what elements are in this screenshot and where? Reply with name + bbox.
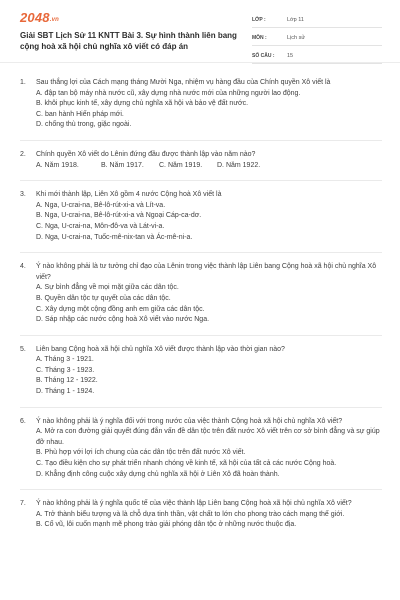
question-item [20, 417, 382, 481]
option-list [20, 510, 382, 531]
question-text: Liên bang Cộng hoà xã hội chủ nghĩa Xô viết được thành lập vào thời gian nào? [36, 345, 285, 353]
question-head [20, 190, 382, 201]
option-b: B. Tháng 12 - 1922. [36, 377, 98, 385]
question-divider [20, 180, 382, 181]
option-c: C. Tháng 3 - 1923. [36, 366, 95, 374]
option-a: A. Mở ra con đường giải quyết đúng đắn vấn đề dân tộc trên đất nước Xô viết trên cơ sở bình đẳng và sự giúp đỡ nhau. [36, 428, 380, 446]
option-b: B. Phù hợp với lợi ích chung của các dân tộc trên đất nước Xô viết. [36, 449, 246, 457]
meta-label: SỐ CÂU : [252, 52, 275, 59]
option-b: B. Năm 1917. [101, 161, 144, 169]
question-item [20, 262, 382, 326]
question-item [20, 190, 382, 243]
option-list [20, 283, 382, 325]
option-list [20, 427, 382, 480]
question-head [20, 417, 382, 428]
question-item [20, 150, 382, 171]
meta-panel [252, 12, 382, 66]
question-text: Sau thắng lợi của Cách mạng tháng Mười Nga, nhiệm vụ hàng đầu của Chính quyền Xô viết là [36, 79, 331, 86]
option-d: D. chống thù trong, giặc ngoài. [36, 121, 132, 129]
question-number: 2. [20, 150, 26, 158]
option-d: D. Nga, U-crai-na, Tuốc-mê-nix-tan và Ác-mê-ni-a. [36, 233, 193, 241]
option-list [20, 201, 382, 243]
question-divider [20, 489, 382, 490]
option-a: A. Tháng 3 - 1921. [36, 356, 94, 364]
option-c: C. Tạo điều kiện cho sự phát triển nhanh chóng về kinh tế, xã hội của tất cả các nước Cộng hoà. [36, 460, 337, 468]
option-b: B. khôi phục kinh tế, xây dựng chủ nghĩa xã hội và bảo vệ đất nước. [36, 100, 249, 108]
option-d: D. Sáp nhập các nước cộng hoà Xô viết vào nước Nga. [36, 316, 210, 324]
logo-main: 2048 [20, 10, 50, 25]
option-c: C. Năm 1919. [159, 161, 203, 169]
meta-value: Lớp 11 [287, 16, 304, 23]
question-text: Ý nào không phải là tư tưởng chỉ đạo của Lênin trong việc thành lập Liên bang Cộng hoà xã hội chủ nghĩa Xô viết? [36, 263, 377, 281]
option-list [20, 161, 382, 172]
page-header [0, 0, 400, 62]
option-d: D. Khẳng định công cuộc xây dựng chủ nghĩa xã hội ở Liên Xô đã hoàn thành. [36, 470, 280, 478]
site-logo[interactable] [20, 10, 59, 25]
logo-tld: .vn [49, 17, 60, 23]
question-number: 4. [20, 263, 26, 271]
option-c: C. Nga, U-crai-na, Môn-đô-va và Lát-vi-a. [36, 222, 165, 230]
question-head [20, 78, 382, 89]
option-d: D. Năm 1922. [217, 161, 261, 169]
question-item [20, 499, 382, 531]
option-a: A. Nga, U-crai-na, Bê-lô-rút-xi-a và Lít-va. [36, 201, 166, 209]
option-a: A. Trở thành biểu tượng và là chỗ dựa tinh thần, vật chất to lớn cho phong trào cách mạng thế giới. [36, 510, 345, 518]
option-b: B. Quyền dân tộc tự quyết của các dân tộc. [36, 294, 171, 302]
meta-label: MÔN : [252, 34, 267, 41]
option-b: B. Cổ vũ, lôi cuốn mạnh mẽ phong trào giải phóng dân tộc ở những nước thuộc địa. [36, 521, 297, 529]
question-text: Khi mới thành lập, Liên Xô gồm 4 nước Cộng hoà Xô viết là [36, 191, 222, 199]
option-a: A. Năm 1918. [36, 161, 79, 169]
option-d: D. Tháng 1 - 1924. [36, 388, 95, 396]
question-number: 7. [20, 500, 26, 508]
meta-value: Lịch sử [287, 34, 306, 41]
question-text: Ý nào không phải là ý nghĩa đối với trong nước của việc thành Cộng hoà xã hội chủ nghĩa Xô viết? [36, 417, 343, 425]
meta-row-class [252, 12, 382, 28]
question-item [20, 78, 382, 131]
option-c: C. Xây dựng một cộng đồng anh em giữa các dân tộc. [36, 305, 205, 313]
question-divider [20, 335, 382, 336]
question-item [20, 345, 382, 398]
question-head [20, 499, 382, 510]
question-number: 1. [20, 79, 26, 86]
question-divider [20, 252, 382, 253]
meta-value: 15 [287, 52, 294, 59]
question-head [20, 345, 382, 356]
meta-row-subject [252, 30, 382, 46]
question-text: Ý nào không phải là ý nghĩa quốc tế của việc thành lập Liên bang Cộng hoà xã hội chủ nghĩa Xô viết? [36, 500, 352, 508]
option-list [20, 355, 382, 397]
option-list [20, 89, 382, 131]
option-b: B. Nga, U-crai-na, Bê-lô-rút-xi-a và Ngoại Cáp-ca-dơ. [36, 212, 202, 220]
question-number: 6. [20, 417, 26, 425]
option-a: A. đập tan bộ máy nhà nước cũ, xây dựng nhà nước mới của những người lao động. [36, 89, 301, 97]
question-number: 5. [20, 345, 26, 353]
question-head [20, 262, 382, 283]
question-list [20, 78, 382, 531]
question-text: Chính quyền Xô viết do Lênin đứng đầu được thành lập vào năm nào? [36, 150, 256, 158]
question-divider [20, 140, 382, 141]
question-number: 3. [20, 191, 26, 199]
option-c: C. ban hành Hiến pháp mới. [36, 110, 124, 118]
header-divider [0, 62, 400, 63]
question-head [20, 150, 382, 161]
page-title: Giải SBT Lịch Sử 11 KNTT Bài 3. Sự hình thành liên bang cộng hoà xã hội chủ nghĩa xô viết có đáp án [20, 31, 237, 51]
option-a: A. Sự bình đẳng về mọi mặt giữa các dân tộc. [36, 284, 179, 292]
meta-label: LỚP : [252, 16, 266, 23]
question-divider [20, 407, 382, 408]
